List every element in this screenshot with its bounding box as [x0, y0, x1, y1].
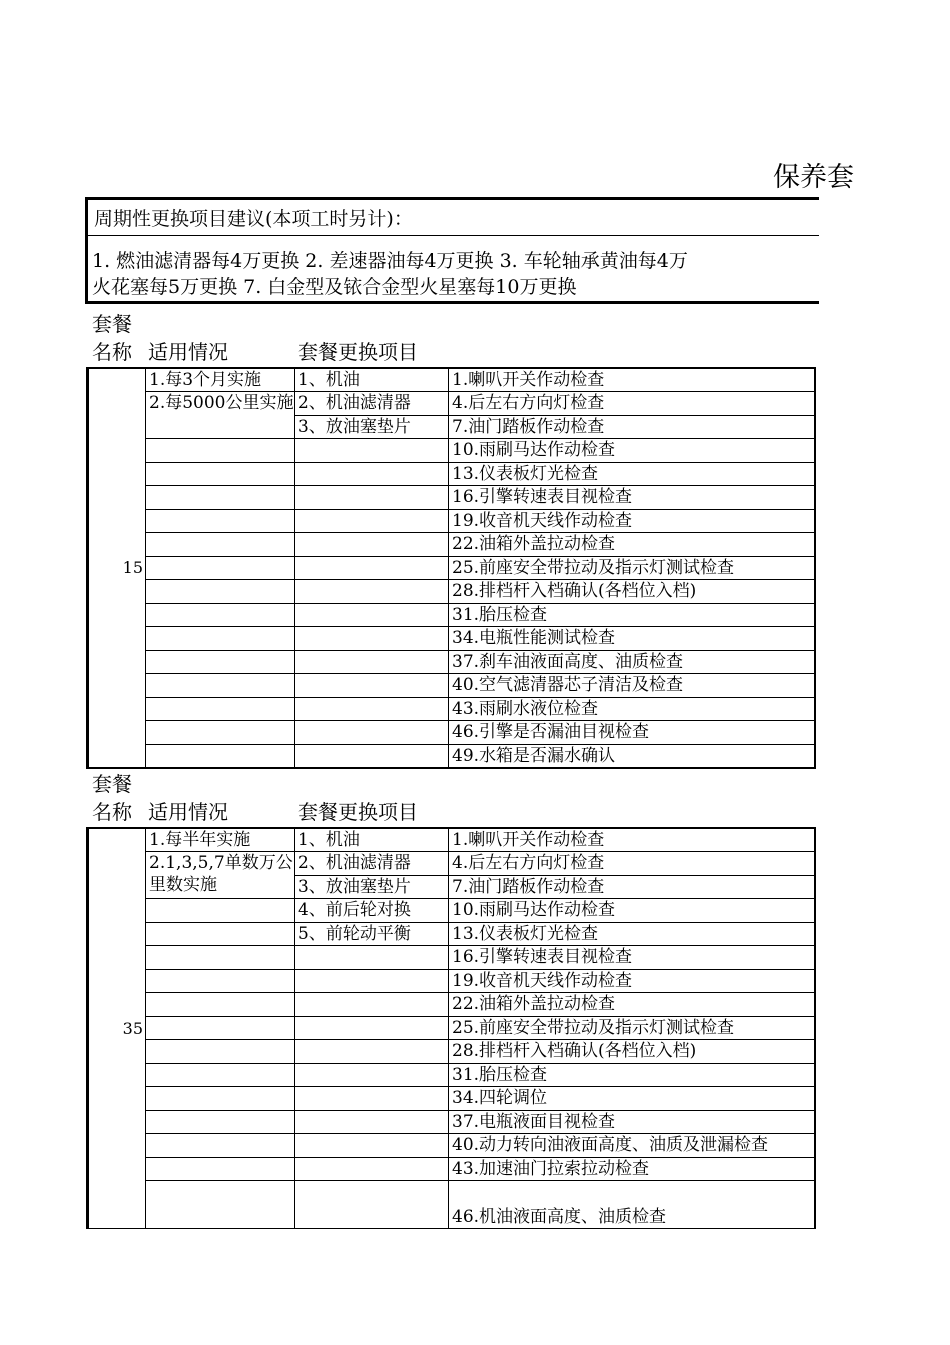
replacement-cell	[295, 721, 449, 745]
situation-cell	[146, 922, 295, 946]
package-name: 15	[88, 368, 146, 768]
situation-cell: 2.1,3,5,7单数万公里数实施	[146, 852, 295, 899]
check-item: 46.机油液面高度、油质检查	[449, 1181, 816, 1229]
pkg1-label-name: 名称	[92, 340, 132, 364]
situation-cell	[146, 627, 295, 651]
replacement-cell	[295, 1181, 449, 1229]
pkg2-label-items: 套餐更换项目	[298, 800, 418, 824]
replacement-cell	[295, 1110, 449, 1134]
frame-right-2	[814, 827, 816, 1229]
replacement-cell	[295, 946, 449, 970]
table-bottom-border	[86, 767, 816, 769]
table-row	[88, 509, 816, 533]
table-row	[88, 556, 816, 580]
table-row	[88, 899, 816, 923]
table-row	[88, 533, 816, 557]
replacement-cell: 4、前后轮对换	[295, 899, 449, 923]
replacement-cell	[295, 674, 449, 698]
table-row	[88, 946, 816, 970]
check-item: 46.引擎是否漏油目视检查	[449, 721, 816, 745]
check-item: 19.收音机天线作动检查	[449, 509, 816, 533]
table-row	[88, 603, 816, 627]
check-item: 10.雨刷马达作动检查	[449, 899, 816, 923]
table-row	[88, 1040, 816, 1064]
table-row	[88, 744, 816, 768]
replacement-cell	[295, 509, 449, 533]
notice-line-2: 火花塞每5万更换 7. 白金型及铱合金型火星塞每10万更换	[92, 276, 577, 298]
check-item: 10.雨刷马达作动检查	[449, 439, 816, 463]
check-item: 22.油箱外盖拉动检查	[449, 993, 816, 1017]
table-row	[88, 650, 816, 674]
table-row	[88, 922, 816, 946]
situation-cell: 1.每3个月实施	[146, 368, 295, 392]
replacement-cell	[295, 993, 449, 1017]
situation-cell	[146, 899, 295, 923]
pkg1-label-package: 套餐	[92, 312, 132, 336]
pkg1-label-items: 套餐更换项目	[298, 340, 418, 364]
situation-cell	[146, 697, 295, 721]
table-row	[88, 1063, 816, 1087]
replacement-cell	[295, 627, 449, 651]
notice-header: 周期性更换项目建议(本项工时另计)：	[94, 208, 413, 230]
pkg2-label-situation: 适用情况	[148, 800, 228, 824]
replacement-cell: 1、机油	[295, 368, 449, 392]
replacement-cell	[295, 533, 449, 557]
table-row	[88, 486, 816, 510]
check-item: 1.喇叭开关作动检查	[449, 828, 816, 852]
situation-cell	[146, 1016, 295, 1040]
situation-cell	[146, 969, 295, 993]
table-row	[88, 721, 816, 745]
check-item: 43.加速油门拉索拉动检查	[449, 1157, 816, 1181]
situation-cell	[146, 580, 295, 604]
replacement-cell	[295, 486, 449, 510]
check-item: 28.排档杆入档确认(各档位入档)	[449, 580, 816, 604]
situation-cell: 2.每5000公里实施	[146, 392, 295, 439]
package-name: 35	[88, 828, 146, 1229]
replacement-cell	[295, 650, 449, 674]
table-row	[88, 627, 816, 651]
situation-cell	[146, 1110, 295, 1134]
replacement-cell	[295, 697, 449, 721]
check-item: 13.仪表板灯光检查	[449, 462, 816, 486]
check-item: 31.胎压检查	[449, 1063, 816, 1087]
situation-cell	[146, 721, 295, 745]
replacement-cell	[295, 744, 449, 768]
check-item: 1.喇叭开关作动检查	[449, 368, 816, 392]
table-row	[88, 1181, 816, 1229]
check-item: 28.排档杆入档确认(各档位入档)	[449, 1040, 816, 1064]
table-row	[88, 462, 816, 486]
check-item: 25.前座安全带拉动及指示灯测试检查	[449, 556, 816, 580]
check-item: 7.油门踏板作动检查	[449, 415, 816, 439]
check-item: 4.后左右方向灯检查	[449, 852, 816, 876]
table-row	[88, 392, 816, 416]
check-item: 49.水箱是否漏水确认	[449, 744, 816, 768]
replacement-notice	[85, 197, 819, 304]
check-item: 4.后左右方向灯检查	[449, 392, 816, 416]
check-item: 43.雨刷水液位检查	[449, 697, 816, 721]
situation-cell	[146, 1134, 295, 1158]
situation-cell	[146, 509, 295, 533]
table-row	[88, 969, 816, 993]
check-item: 34.四轮调位	[449, 1087, 816, 1111]
check-item: 19.收音机天线作动检查	[449, 969, 816, 993]
table-row	[88, 368, 816, 392]
situation-cell	[146, 556, 295, 580]
situation-cell	[146, 993, 295, 1017]
pkg2-label-package: 套餐	[92, 772, 132, 796]
replacement-cell: 1、机油	[295, 828, 449, 852]
pkg2-label-name: 名称	[92, 800, 132, 824]
check-item: 16.引擎转速表目视检查	[449, 486, 816, 510]
replacement-cell: 2、机油滤清器	[295, 392, 449, 416]
replacement-cell	[295, 1040, 449, 1064]
situation-cell	[146, 486, 295, 510]
check-item: 40.动力转向油液面高度、油质及泄漏检查	[449, 1134, 816, 1158]
situation-cell	[146, 744, 295, 768]
table-row	[88, 1134, 816, 1158]
check-item: 25.前座安全带拉动及指示灯测试检查	[449, 1016, 816, 1040]
table-row	[88, 828, 816, 852]
page-title: 保养套	[773, 162, 854, 193]
replacement-cell	[295, 1016, 449, 1040]
table-row	[88, 1157, 816, 1181]
check-item: 13.仪表板灯光检查	[449, 922, 816, 946]
situation-cell: 1.每半年实施	[146, 828, 295, 852]
situation-cell	[146, 1040, 295, 1064]
situation-cell	[146, 533, 295, 557]
table-row	[88, 852, 816, 876]
situation-cell	[146, 650, 295, 674]
replacement-cell	[295, 1063, 449, 1087]
package-table-35	[86, 827, 816, 1229]
replacement-cell	[295, 1134, 449, 1158]
notice-line-1: 1. 燃油滤清器每4万更换 2. 差速器油每4万更换 3. 车轮轴承黄油每4万	[92, 250, 688, 272]
situation-cell	[146, 1157, 295, 1181]
check-item: 37.电瓶液面目视检查	[449, 1110, 816, 1134]
table-row	[88, 1087, 816, 1111]
table-row	[88, 439, 816, 463]
situation-cell	[146, 1181, 295, 1229]
check-item: 34.电瓶性能测试检查	[449, 627, 816, 651]
table-row	[88, 697, 816, 721]
table-row	[88, 674, 816, 698]
replacement-cell	[295, 1157, 449, 1181]
replacement-cell: 3、放油塞垫片	[295, 875, 449, 899]
replacement-cell: 2、机油滤清器	[295, 852, 449, 876]
replacement-cell	[295, 580, 449, 604]
check-item: 16.引擎转速表目视检查	[449, 946, 816, 970]
situation-cell	[146, 1063, 295, 1087]
replacement-cell: 3、放油塞垫片	[295, 415, 449, 439]
replacement-cell: 5、前轮动平衡	[295, 922, 449, 946]
check-item: 7.油门踏板作动检查	[449, 875, 816, 899]
replacement-cell	[295, 439, 449, 463]
table-row	[88, 993, 816, 1017]
table-row	[88, 1016, 816, 1040]
package-table-15	[86, 367, 816, 768]
situation-cell	[146, 674, 295, 698]
situation-cell	[146, 603, 295, 627]
situation-cell	[146, 439, 295, 463]
replacement-cell	[295, 462, 449, 486]
replacement-cell	[295, 603, 449, 627]
check-item: 40.空气滤清器芯子清洁及检查	[449, 674, 816, 698]
situation-cell	[146, 462, 295, 486]
notice-divider	[88, 235, 819, 236]
pkg1-label-situation: 适用情况	[148, 340, 228, 364]
table-row	[88, 1110, 816, 1134]
check-item: 31.胎压检查	[449, 603, 816, 627]
situation-cell	[146, 1087, 295, 1111]
replacement-cell	[295, 969, 449, 993]
frame-right-1	[814, 367, 816, 768]
check-item: 22.油箱外盖拉动检查	[449, 533, 816, 557]
replacement-cell	[295, 556, 449, 580]
replacement-cell	[295, 1087, 449, 1111]
check-item: 37.刹车油液面高度、油质检查	[449, 650, 816, 674]
situation-cell	[146, 946, 295, 970]
table-row	[88, 580, 816, 604]
